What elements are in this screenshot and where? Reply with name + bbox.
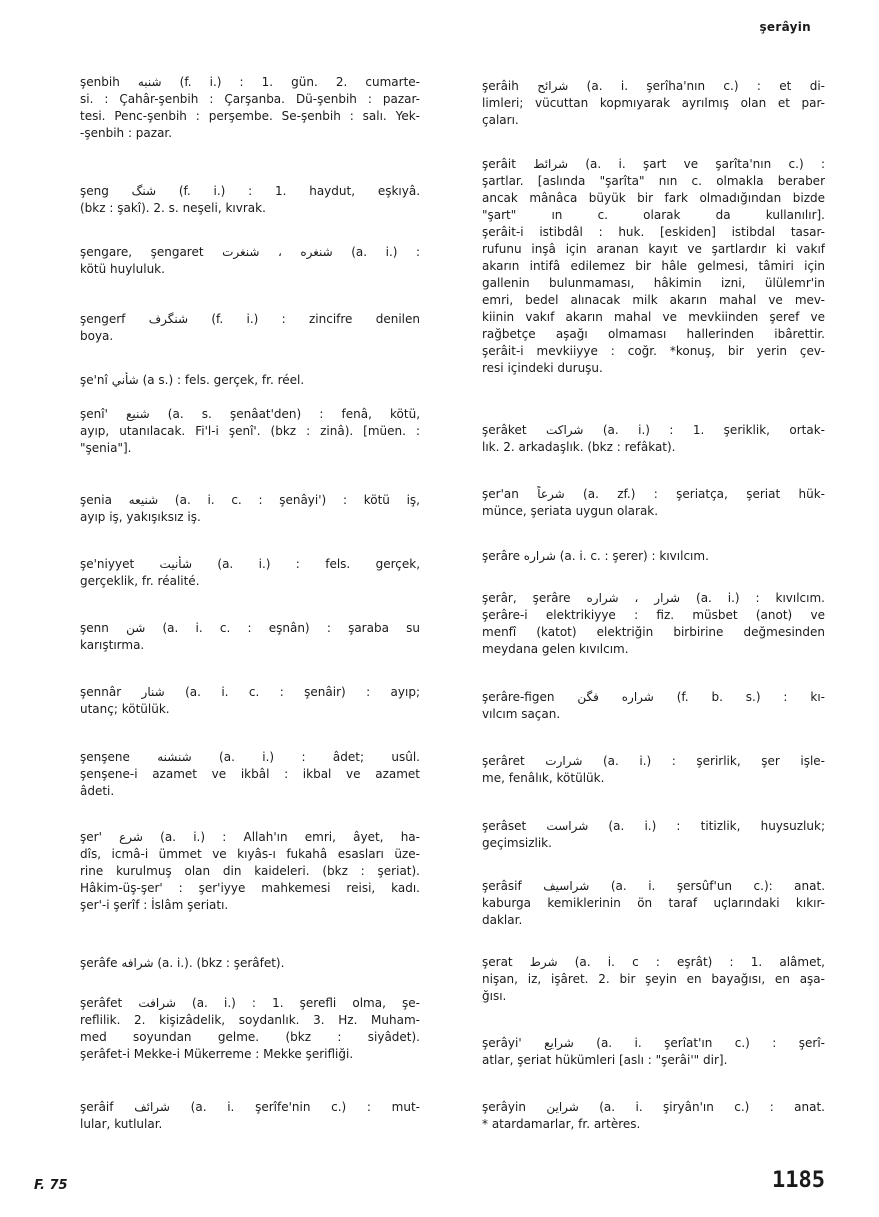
dictionary-entry [482,548,825,565]
entry-line: şartlar. [aslında "şarîta" nın c. olmakla beraber [482,174,825,188]
entry-headline: şerâket شراكت (a. i.) : 1. şeriklik, ortak- [482,423,825,437]
dictionary-entry [482,818,825,852]
entry-line: resi içindeki duruşu. [482,361,603,375]
dictionary-entry [80,406,420,457]
dictionary-entry [80,74,420,142]
dictionary-entry [482,156,825,377]
entry-line: ayıp iş, yakışıksız iş. [80,510,201,524]
entry-line: rağbetçe aşağı olmaması hallerinden ibârettir. [482,327,825,341]
page-number: 1185 [772,1168,825,1193]
dictionary-entry [80,311,420,345]
dictionary-entry [482,590,825,658]
dictionary-entry [482,1035,825,1069]
entry-line: gallenin bulunmaması, hâkimin izni, ülülemr'in [482,276,825,290]
entry-headline: şerat شرط (a. i. c : eşrât) : 1. alâmet, [482,955,825,969]
entry-line: münce, şeriata uygun olarak. [482,504,659,518]
entry-line: atlar, şeriat hükümleri [aslı : "şerâi'" dir]. [482,1053,728,1067]
entry-line: "şenia"]. [80,441,132,455]
entry-headline: şerâif شرائف (a. i. şerîfe'nin c.) : mut- [80,1100,420,1114]
entry-line: şerâre-i elektrikiyye : fiz. müsbet (anot) ve [482,608,825,622]
dictionary-entry [80,829,420,914]
entry-line: âdeti. [80,784,115,798]
entry-headline: şerâfet شرافت (a. i.) : 1. şerefli olma, şe- [80,996,420,1010]
entry-line: ancak mânâca büyük bir fark olmadığından bizde [482,191,825,205]
entry-headline: şerâre-figen شراره فگن (f. b. s.) : kı- [482,690,825,704]
dictionary-entry [80,620,420,654]
dictionary-entry [80,684,420,718]
dictionary-entry [80,955,420,972]
entry-line: Hâkim-üş-şer' : şer'iyye mahkemesi reisi, kadı. [80,881,420,895]
entry-line: şenşene-i azamet ve ikbâl : ikbal ve azamet [80,767,420,781]
entry-line: şerâfet-i Mekke-i Mükerreme : Mekke şerifliği. [80,1047,354,1061]
entry-headline: şengerf شنگرف (f. i.) : zincifre denilen [80,312,420,326]
entry-line: "şart" ın c. olarak da kullanılır]. [482,208,825,222]
entry-line: lular, kutlular. [80,1117,163,1131]
running-head: şerâyin [759,20,811,34]
entry-headline: şerâre شراره (a. i. c. : şerer) : kıvılcım. [482,549,709,563]
dictionary-entry [482,1099,825,1133]
entry-line: lık. 2. arkadaşlık. (bkz : refâkat). [482,440,676,454]
entry-line: me, fenâlık, kötülük. [482,771,605,785]
entry-line: kaburga kemiklerinin ön taraf uçlarındaki kıkır- [482,896,825,910]
entry-headline: şengare, şengaret شنغره ، شنغرت (a. i.) : [80,245,420,259]
entry-line: gerçeklik, fr. réalité. [80,574,200,588]
entry-headline: şer' شرع (a. i.) : Allah'ın emri, âyet, ha- [80,830,420,844]
entry-headline: şe'nî شأني (a s.) : fels. gerçek, fr. réel. [80,373,305,387]
entry-line: utanç; kötülük. [80,702,170,716]
entry-line: ayıp, utanılacak. Fi'l-i şenî'. (bkz : zinâ). [müen. : [80,424,420,438]
entry-line: kiinin vakıf akarın mahal ve mevkiinden şeref ve [482,310,825,324]
entry-line: daklar. [482,913,523,927]
entry-headline: şenşene شنشنه (a. i.) : âdet; usûl. [80,750,420,764]
entry-line: limleri; vücuttan kopmıyarak ayrılmış olan et par- [482,96,825,110]
entry-headline: şerâsif شراسيف (a. i. şersûf'un c.): anat. [482,879,825,893]
entry-line: şer'-i şerîf : İslâm şeriatı. [80,898,229,912]
entry-line: (bkz : şakî). 2. s. neşeli, kıvrak. [80,201,266,215]
dictionary-entry [80,1099,420,1133]
dictionary-entry [482,422,825,456]
dictionary-entry [482,954,825,1005]
entry-headline: şerâyi' شرايع (a. i. şerîat'ın c.) : şerî- [482,1036,825,1050]
entry-headline: şer'an شرعاً (a. zf.) : şeriatça, şeriat hük- [482,487,825,501]
entry-headline: şe'niyyet شأنيت (a. i.) : fels. gerçek, [80,557,420,571]
dictionary-entry [482,689,825,723]
entry-line: şerâit-i istibdâl : huk. [eskiden] istibdal tasar- [482,225,825,239]
dictionary-entry [80,556,420,590]
entry-headline: şeng شنگ (f. i.) : 1. haydut, eşkıyâ. [80,184,420,198]
entry-line: çaları. [482,113,519,127]
entry-line: rufunu inşâ için aranan kayıt ve şartlardır ki vakıf [482,242,825,256]
entry-line: si. : Çahâr-şenbih : Çarşanba. Dü-şenbih : pazar- [80,92,420,106]
entry-headline: şerâfe شرافه (a. i.). (bkz : şerâfet). [80,956,285,970]
entry-line: akarın intifâ edilemez bir hâle gelmesi, tâmiri için [482,259,825,273]
dictionary-entry [80,183,420,217]
dictionary-entry [482,78,825,129]
dictionary-entry [80,244,420,278]
entry-headline: şerâret شرارت (a. i.) : şerirlik, şer işle- [482,754,825,768]
dictionary-entry [482,753,825,787]
entry-line: nişan, iz, işâret. 2. bir şeyin en bayağısı, en aşa- [482,972,825,986]
dictionary-entry [482,878,825,929]
entry-line: tesi. Penc-şenbih : perşembe. Se-şenbih : salı. Yek- [80,109,420,123]
entry-line: şerâit-i mevkiiyye : coğr. *konuş, bir yerin çev- [482,344,825,358]
dictionary-entry [80,995,420,1063]
entry-headline: şerâih شرائح (a. i. şerîha'nın c.) : et di- [482,79,825,93]
entry-line: -şenbih : pazar. [80,126,173,140]
entry-line: meydana gelen kıvılcım. [482,642,629,656]
entry-line: vılcım saçan. [482,707,561,721]
dictionary-entry [80,749,420,800]
entry-line: boya. [80,329,114,343]
entry-headline: şenbih شنبه (f. i.) : 1. gün. 2. cumarte- [80,75,420,89]
entry-headline: şennâr شنار (a. i. c. : şenâir) : ayıp; [80,685,420,699]
entry-line: ğısı. [482,989,507,1003]
entry-headline: şenia شنيعه (a. i. c. : şenâyi') : kötü iş, [80,493,420,507]
entry-line: geçimsizlik. [482,836,552,850]
entry-line: emri, bedel alınacak milk akarın mahal ve mev- [482,293,825,307]
entry-headline: şerâset شراست (a. i.) : titizlik, huysuzluk; [482,819,825,833]
entry-headline: şenî' شنيع (a. s. şenâat'den) : fenâ, kötü, [80,407,420,421]
dictionary-entry [80,492,420,526]
entry-line: kötü huyluluk. [80,262,165,276]
entry-headline: şerâit شرائط (a. i. şart ve şarîta'nın c.) : [482,157,825,171]
signature-mark: F. 75 [34,1178,68,1193]
entry-line: med soyundan gelme. (bkz : siyâdet). [80,1030,420,1044]
entry-line: menfî (katot) elektriğin birbirine değmesinden [482,625,825,639]
entry-line: reflilik. 2. kişizâdelik, soydanlık. 3. Hz. Muham- [80,1013,420,1027]
dictionary-entry [80,372,420,389]
dictionary-entry [482,486,825,520]
entry-line: * atardamarlar, fr. artères. [482,1117,641,1131]
entry-line: karıştırma. [80,638,145,652]
entry-headline: şerâyin شراين (a. i. şiryân'ın c.) : anat. [482,1100,825,1114]
entry-headline: şenn شن (a. i. c. : eşnân) : şaraba su [80,621,420,635]
entry-line: dîs, icmâ-i ümmet ve kıyâs-ı fukahâ esasları üze- [80,847,420,861]
entry-headline: şerâr, şerâre شرار ، شراره (a. i.) : kıvılcım. [482,591,825,605]
entry-line: rine kurulmuş olan din kaideleri. (bkz : şeriat). [80,864,420,878]
